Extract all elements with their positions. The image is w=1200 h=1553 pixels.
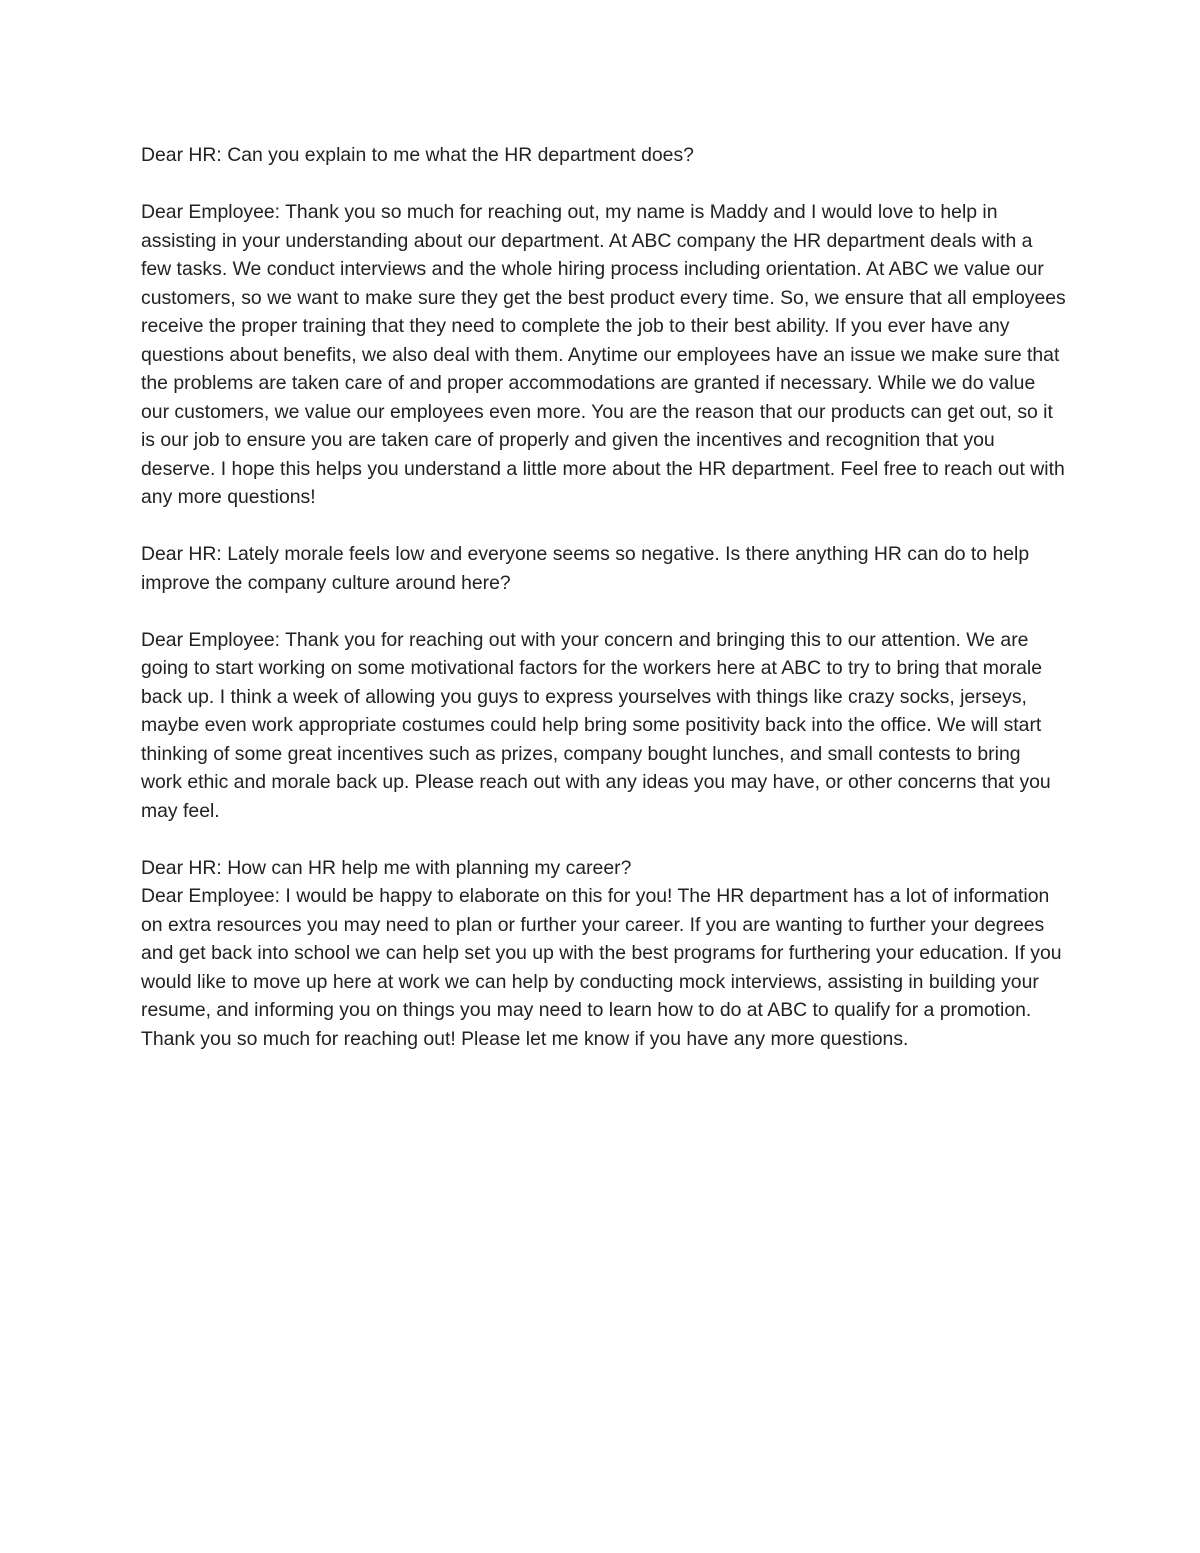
document-body [141,141,1066,1053]
question-2: Dear HR: Lately morale feels low and everyone seems so negative. Is there anything HR can do to help improve the company culture around here? [141,543,1030,594]
paragraph-gap [141,825,1066,854]
paragraph-gap [141,170,1066,199]
answer-2: Dear Employee: Thank you for reaching out with your concern and bringing this to our attention. We are going to start working on some motivational factors for the workers here at ABC to try to bring that morale back up. I think a week of allowing you guys to express yourselves with things like crazy socks, jerseys, maybe even work appropriate costumes could help bring some positivity back into the office. We will start thinking of some great incentives such as prizes, company bought lunches, and small contests to bring work ethic and morale back up. Please reach out with any ideas you may have, or other concerns that you may feel. [141,628,1051,822]
answer-3: Dear Employee: I would be happy to elaborate on this for you! The HR department has a lot of information on extra resources you may need to plan or further your career. If you are wanting to further your degrees and get back into school we can help set you up with the best programs for furthering your education. If you would like to move up here at work we can help by conducting mock interviews, assisting in building your resume, and informing you on things you may need to learn how to do at ABC to qualify for a promotion. Thank you so much for reaching out! Please let me know if you have any more questions. [141,885,1062,1050]
paragraph-gap [141,597,1066,626]
paragraph-gap [141,512,1066,541]
answer-1: Dear Employee: Thank you so much for reaching out, my name is Maddy and I would love to help in assisting in your understanding about our department. At ABC company the HR department deals with a few tasks. We conduct interviews and the whole hiring process including orientation. At ABC we value our customers, so we want to make sure they get the best product every time. So, we ensure that all employees receive the proper training that they need to complete the job to their best ability. If you ever have any questions about benefits, we also deal with them. Anytime our employees have an issue we make sure that the problems are taken care of and proper accommodations are granted if necessary. While we do value our customers, we value our employees even more. You are the reason that our products can get out, so it is our job to ensure you are taken care of properly and given the incentives and recognition that you deserve. I hope this helps you understand a little more about the HR department. Feel free to reach out with any more questions! [141,201,1066,508]
question-3: Dear HR: How can HR help me with planning my career? [141,856,632,879]
question-1: Dear HR: Can you explain to me what the HR department does? [141,144,694,166]
